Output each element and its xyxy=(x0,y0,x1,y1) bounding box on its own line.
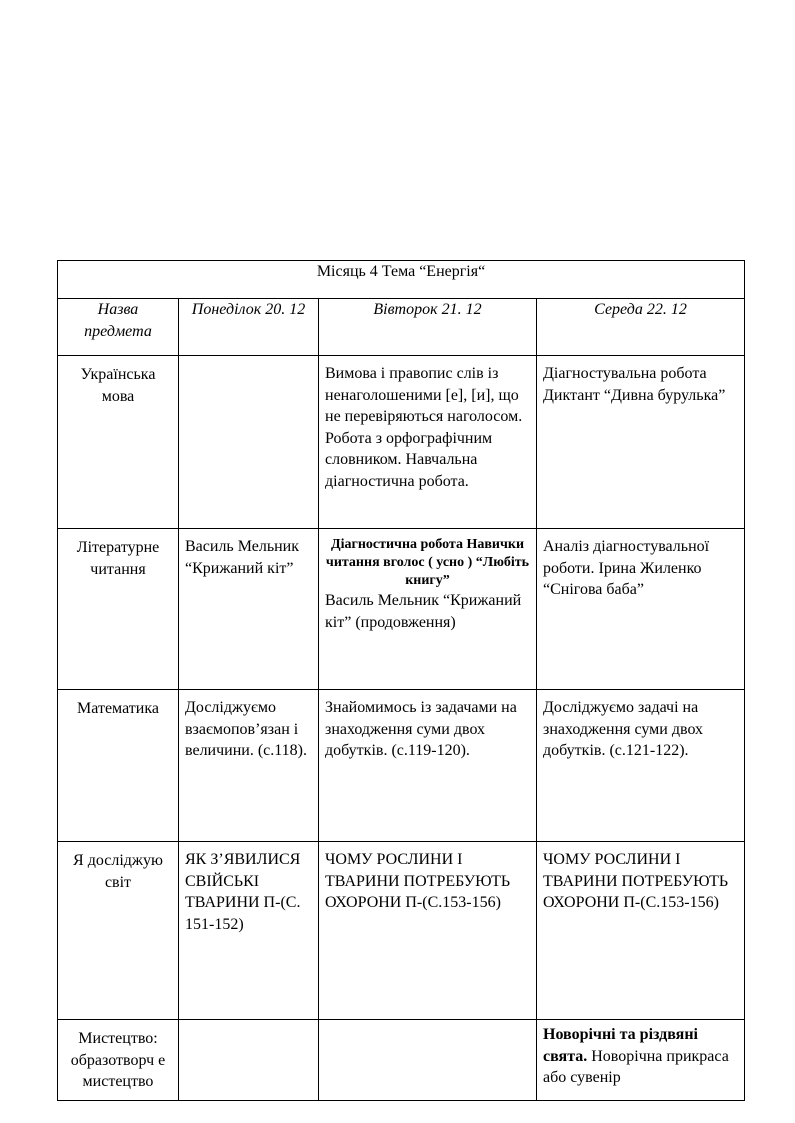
wednesday-cell: Аналіз діагностувальної роботи. Ірина Жиленко “Снігова баба” xyxy=(537,529,745,690)
wednesday-cell: Діагностувальна робота Диктант “Дивна бурулька” xyxy=(537,356,745,529)
monday-cell: Василь Мельник “Крижаний кіт” xyxy=(179,529,319,690)
monday-cell: Досліджуємо взаємопов’язан і величини. (с.118). xyxy=(179,690,319,842)
monday-cell xyxy=(179,1020,319,1101)
monday-cell: ЯК З’ЯВИЛИСЯ СВІЙСЬКІ ТВАРИНИ П-(С. 151-152) xyxy=(179,842,319,1020)
column-header-tuesday: Вівторок 21. 12 xyxy=(319,299,537,356)
monday-cell xyxy=(179,356,319,529)
column-header-subject: Назва предмета xyxy=(58,299,179,356)
tuesday-cell xyxy=(319,529,537,690)
table-row-i-explore-world xyxy=(58,842,745,1020)
tuesday-cell: Знайомимось із задачами на знаходження суми двох добутків. (с.119-120). xyxy=(319,690,537,842)
wednesday-cell: ЧОМУ РОСЛИНИ І ТВАРИНИ ПОТРЕБУЮТЬ ОХОРОНИ П-(С.153-156) xyxy=(537,842,745,1020)
wednesday-cell-bold: Новорічні та різдвяні свята. xyxy=(543,1026,698,1065)
subject-cell: Мистецтво: образотворч е мистецтво xyxy=(58,1020,179,1101)
tuesday-cell xyxy=(319,1020,537,1101)
header-row xyxy=(58,299,745,356)
table-title: Місяць 4 Тема “Енергія“ xyxy=(58,261,745,299)
subject-cell: Я досліджую світ xyxy=(58,842,179,1020)
subject-cell: Літературне читання xyxy=(58,529,179,690)
column-header-wednesday: Середа 22. 12 xyxy=(537,299,745,356)
diagnostic-work-note: Діагностична робота Навички читання вголос ( усно ) “Любіть книгу” xyxy=(325,537,530,588)
tuesday-cell-text: Василь Мельник “Крижаний кіт” (продовження) xyxy=(325,592,522,631)
lesson-plan-table xyxy=(57,260,745,1101)
tuesday-cell: Вимова і правопис слів із ненаголошеними [е], [и], що не перевіряються наголосом. Робота з орфографічним словником. Навчальна діагностична робота. xyxy=(319,356,537,529)
column-header-monday: Понеділок 20. 12 xyxy=(179,299,319,356)
wednesday-cell: Досліджуємо задачі на знаходження суми двох добутків. (с.121-122). xyxy=(537,690,745,842)
table-row-art xyxy=(58,1020,745,1101)
subject-cell: Українська мова xyxy=(58,356,179,529)
title-row xyxy=(58,261,745,299)
table-row-mathematics xyxy=(58,690,745,842)
wednesday-cell-text: Новорічна прикраса або сувенір xyxy=(543,1047,729,1086)
tuesday-cell: ЧОМУ РОСЛИНИ І ТВАРИНИ ПОТРЕБУЮТЬ ОХОРОНИ П-(С.153-156) xyxy=(319,842,537,1020)
table-row-ukrainian xyxy=(58,356,745,529)
wednesday-cell xyxy=(537,1020,745,1101)
subject-cell: Математика xyxy=(58,690,179,842)
table-row-literary-reading xyxy=(58,529,745,690)
